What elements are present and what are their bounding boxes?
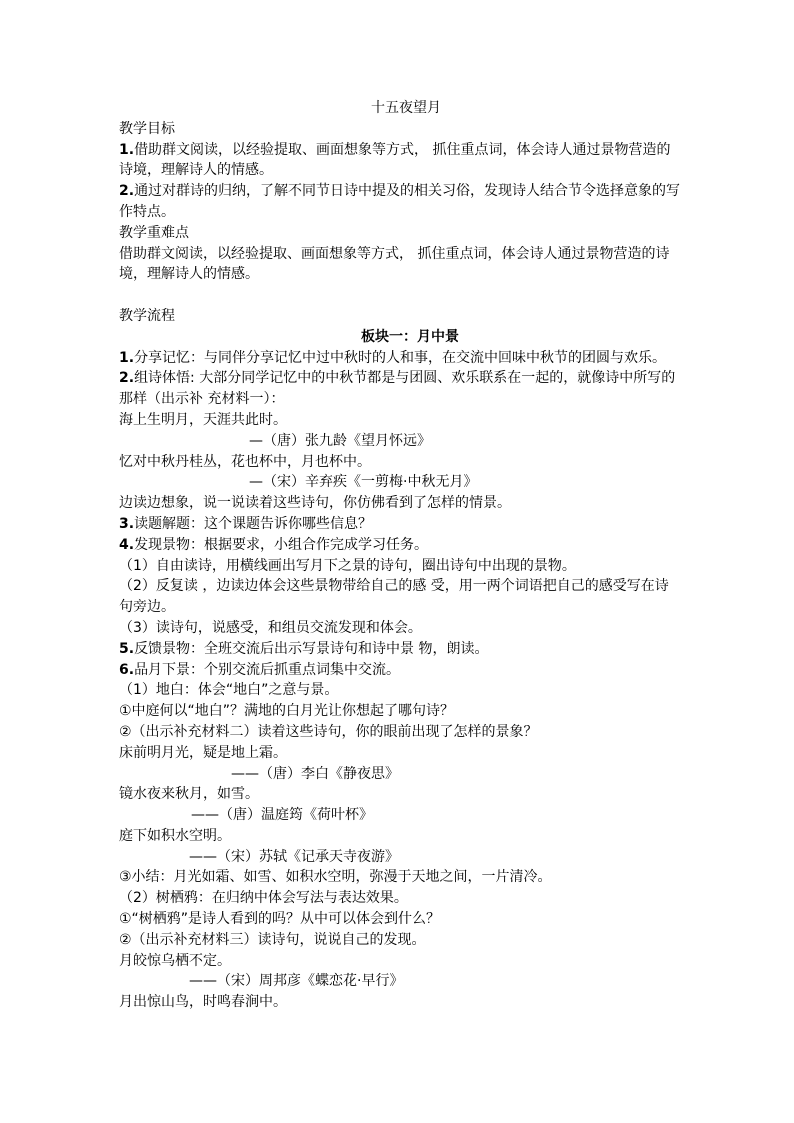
- poem-line: 床前明月光，疑是地上霜。: [119, 744, 287, 761]
- poem-source: —（唐）张九龄《望月怀远》: [249, 432, 431, 449]
- step-2-continued: 那样（出示补 充材料一）：: [119, 391, 285, 408]
- step-4-sub-2-continued: 句旁边。: [119, 599, 175, 616]
- poem-source: ——（宋）苏轼《记承天寺夜游》: [189, 848, 399, 865]
- step-4: [119, 535, 679, 556]
- step-2: [119, 368, 679, 389]
- flow-heading: 教学流程: [119, 307, 175, 324]
- point-2: （2）树栖鸦：在归纳中体会写法与表达效果。: [119, 890, 408, 907]
- goal-item-1: [119, 140, 679, 161]
- step-4-sub-2: （2）反复读 ，边读边体会这些景物带给自己的感 受，用一两个词语把自己的感受写在诗: [119, 578, 669, 595]
- point-1: （1）地白：体会“地白”之意与景。: [119, 682, 339, 699]
- step-1-text: 分享记忆：与同伴分享记忆中过中秋时的人和事，在交流中回味中秋节的团圆与欢乐。: [134, 349, 667, 366]
- poem-line: 庭下如积水空明。: [119, 827, 231, 844]
- goal-item-1-number: 1.: [119, 141, 135, 158]
- instruction-text: 边读边想象，说一说读着这些诗句，你仿佛看到了怎样的情景。: [119, 495, 511, 512]
- poem-source: ——（宋）周邦彦《蝶恋花·早行》: [189, 973, 404, 990]
- difficulty-text-continued: 境，理解诗人的情感。: [119, 266, 259, 283]
- step-3-text: 读题解题：这个课题告诉你哪些信息？: [134, 515, 373, 532]
- goal-item-1-text: 借助群文阅读，以经验提取、画面想象等方式， 抓住重点词，体会诗人通过景物营造的: [134, 141, 671, 158]
- step-1-number: 1.: [119, 349, 135, 366]
- step-6: [119, 660, 679, 681]
- step-5-number: 5.: [119, 640, 135, 657]
- poem-source: ——（唐）温庭筠《荷叶杯》: [191, 807, 373, 824]
- step-3-number: 3.: [119, 515, 135, 532]
- goals-heading: 教学目标: [119, 120, 175, 137]
- step-6-text: 品月下景：个别交流后抓重点词集中交流。: [134, 661, 401, 678]
- point-1-question-a: ①中庭何以“地白”？满地的白月光让你想起了哪句诗？: [119, 703, 455, 720]
- point-2-question-a: ①“树栖鸦”是诗人看到的吗？从中可以体会到什么？: [119, 911, 441, 928]
- point-2-question-b: ②（出示补充材料三）读诗句，说说自己的发现。: [119, 931, 426, 948]
- poem-source: —（宋）辛弃疾《一剪梅·中秋无月》: [249, 474, 478, 491]
- page-title: 十五夜望月: [371, 100, 441, 116]
- goal-item-1-continued: 诗境，理解诗人的情感。: [119, 162, 273, 179]
- point-1-question-b: ②（出示补充材料二）读着这些诗句，你的眼前出现了怎样的景象？: [119, 723, 538, 740]
- step-4-sub-1: （1）自由读诗，用横线画出写月下之景的诗句，圈出诗句中出现的景物。: [119, 557, 576, 574]
- step-4-sub-3: （3）读诗句，说感受，和组员交流发现和体会。: [119, 619, 422, 636]
- step-5-text: 反馈景物：全班交流后出示写景诗句和诗中景 物，朗读。: [134, 640, 489, 657]
- section-heading: 板块一：月中景: [361, 328, 459, 345]
- step-2-number: 2.: [119, 370, 135, 387]
- goal-item-2-text: 通过对群诗的归纳，了解不同节日诗中提及的相关习俗，发现诗人结合节令选择意象的写: [134, 183, 681, 200]
- step-6-number: 6.: [119, 661, 135, 678]
- step-4-number: 4.: [119, 536, 135, 553]
- goal-item-2-continued: 作特点。: [119, 203, 175, 220]
- document-page: [119, 98, 679, 1013]
- poem-line: 月出惊山鸟，时鸣春涧中。: [119, 994, 287, 1011]
- point-1-summary: ③小结：月光如霜、如雪、如积水空明，弥漫于天地之间，一片清冷。: [119, 869, 552, 886]
- poem-line: 月皎惊乌栖不定。: [119, 952, 231, 969]
- step-1: [119, 348, 679, 369]
- step-3: [119, 514, 679, 535]
- goal-item-2-number: 2.: [119, 183, 135, 200]
- poem-line: 镜水夜来秋月，如雪。: [119, 786, 259, 803]
- poem-line: 忆对中秋丹桂丛，花也杯中，月也杯中。: [119, 453, 371, 470]
- goal-item-2: [119, 181, 679, 202]
- poem-source: ——（唐）李白《静夜思》: [231, 765, 399, 782]
- difficulty-text: 借助群文阅读，以经验提取、画面想象等方式， 抓住重点词，体会诗人通过景物营造的诗: [119, 245, 670, 262]
- blank-line: [119, 285, 679, 306]
- step-2-text: 组诗体悟: 大部分同学记忆中的中秋节都是与团圆、欢乐联系在一起的，就像诗中所写的: [134, 370, 676, 387]
- difficulty-heading: 教学重难点: [119, 224, 189, 241]
- step-5: [119, 639, 679, 660]
- poem-line: 海上生明月，天涯共此时。: [119, 411, 287, 428]
- step-4-text: 发现景物：根据要求，小组合作完成学习任务。: [134, 536, 429, 553]
